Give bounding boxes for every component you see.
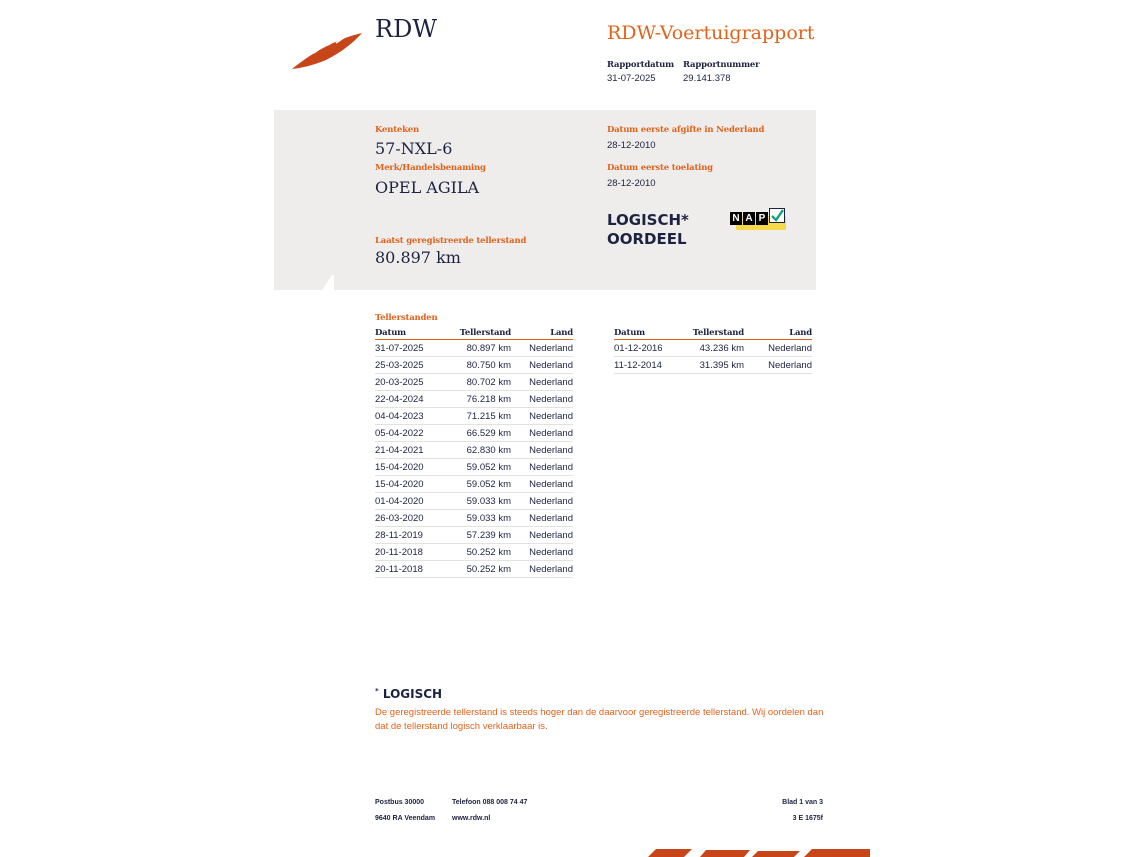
cell-odometer: 50.252 km <box>451 544 511 561</box>
footer-phone: Telefoon 088 008 74 47 <box>452 799 528 806</box>
footnote-marker: * <box>375 687 379 695</box>
band-notch <box>274 275 334 290</box>
cell-odometer: 80.897 km <box>451 340 511 357</box>
rdw-logo <box>290 30 365 72</box>
table-row <box>375 510 573 527</box>
footer-stripes <box>640 847 870 857</box>
plate-value: 57-NXL-6 <box>375 139 453 158</box>
footer-code: 3 E 1675f <box>792 815 823 822</box>
cell-odometer: 76.218 km <box>451 391 511 408</box>
cell-odometer: 59.033 km <box>451 493 511 510</box>
table-header <box>614 327 812 340</box>
nap-letter-p: P <box>756 212 768 225</box>
cell-date: 11-12-2014 <box>614 357 690 374</box>
cell-date: 20-11-2018 <box>375 544 451 561</box>
footer-postbus: Postbus 30000 <box>375 799 425 806</box>
vehicle-summary-band <box>274 110 816 290</box>
report-date: 31-07-2025 <box>607 73 656 84</box>
table-row <box>614 340 812 357</box>
verdict-line2: OORDEEL <box>607 230 687 248</box>
cell-country: Nederland <box>511 493 573 510</box>
cell-date: 22-04-2024 <box>375 391 451 408</box>
cell-odometer: 66.529 km <box>451 425 511 442</box>
cell-country: Nederland <box>511 425 573 442</box>
col-country: Land <box>511 327 573 340</box>
cell-date: 05-04-2022 <box>375 425 451 442</box>
cell-country: Nederland <box>511 459 573 476</box>
cell-date: 04-04-2023 <box>375 408 451 425</box>
footer-city: 9640 RA Veendam <box>375 815 436 822</box>
cell-country: Nederland <box>511 357 573 374</box>
table-row <box>375 391 573 408</box>
footer-page: Blad 1 van 3 <box>782 799 823 806</box>
last-odometer-label: Laatst geregistreerde tellerstand <box>375 236 527 246</box>
rdw-feather-icon <box>290 30 365 72</box>
cell-country: Nederland <box>511 476 573 493</box>
cell-country: Nederland <box>744 357 812 374</box>
table-row <box>375 459 573 476</box>
footer-website[interactable]: www.rdw.nl <box>452 815 491 822</box>
col-odometer: Tellerstand <box>451 327 511 340</box>
cell-odometer: 59.033 km <box>451 510 511 527</box>
cell-country: Nederland <box>511 340 573 357</box>
cell-odometer: 43.236 km <box>690 340 744 357</box>
brand-name: RDW <box>375 15 437 43</box>
cell-country: Nederland <box>511 374 573 391</box>
cell-country: Nederland <box>511 391 573 408</box>
report-date-label: Rapportdatum <box>607 60 674 70</box>
table-header <box>375 327 573 340</box>
cell-date: 01-12-2016 <box>614 340 690 357</box>
table-row <box>375 527 573 544</box>
table-row <box>375 357 573 374</box>
table-row <box>375 374 573 391</box>
first-nl-value: 28-12-2010 <box>607 140 656 151</box>
cell-odometer: 57.239 km <box>451 527 511 544</box>
table-row <box>375 425 573 442</box>
nap-letter-n: N <box>730 212 742 225</box>
table-row <box>375 476 573 493</box>
cell-odometer: 59.052 km <box>451 476 511 493</box>
table-row <box>375 561 573 578</box>
cell-country: Nederland <box>511 510 573 527</box>
cell-odometer: 31.395 km <box>690 357 744 374</box>
cell-date: 31-07-2025 <box>375 340 451 357</box>
cell-date: 15-04-2020 <box>375 459 451 476</box>
table-row <box>375 340 573 357</box>
make-label: Merk/Handelsbenaming <box>375 163 486 173</box>
table-row <box>375 493 573 510</box>
cell-date: 28-11-2019 <box>375 527 451 544</box>
table-row <box>375 442 573 459</box>
report-number: 29.141.378 <box>683 73 731 84</box>
cell-country: Nederland <box>744 340 812 357</box>
cell-country: Nederland <box>511 527 573 544</box>
footnote-heading <box>375 687 442 701</box>
verdict-line1: LOGISCH* <box>607 211 689 229</box>
footnote-text <box>375 706 823 734</box>
verdict <box>607 211 689 249</box>
cell-date: 25-03-2025 <box>375 357 451 374</box>
odometer-table-left <box>375 327 573 578</box>
footnote-line2: dat de tellerstand logisch verklaarbaar is. <box>375 721 548 732</box>
report-title: RDW-Voertuigrapport <box>607 22 815 44</box>
odometer-section-title: Tellerstanden <box>375 313 438 323</box>
table-row <box>375 408 573 425</box>
cell-date: 15-04-2020 <box>375 476 451 493</box>
cell-country: Nederland <box>511 561 573 578</box>
cell-date: 26-03-2020 <box>375 510 451 527</box>
plate-label: Kenteken <box>375 125 420 135</box>
cell-odometer: 50.252 km <box>451 561 511 578</box>
cell-odometer: 80.750 km <box>451 357 511 374</box>
nap-badge <box>730 208 785 226</box>
cell-odometer: 59.052 km <box>451 459 511 476</box>
cell-odometer: 71.215 km <box>451 408 511 425</box>
cell-odometer: 62.830 km <box>451 442 511 459</box>
first-admission-label: Datum eerste toelating <box>607 163 713 173</box>
table-row <box>375 544 573 561</box>
first-nl-label: Datum eerste afgifte in Nederland <box>607 125 765 135</box>
col-odometer: Tellerstand <box>690 327 744 340</box>
check-icon <box>769 208 785 223</box>
nap-letter-a: A <box>743 212 755 225</box>
cell-date: 20-11-2018 <box>375 561 451 578</box>
make-value: OPEL AGILA <box>375 178 480 197</box>
footnote-line1: De geregistreerde tellerstand is steeds hoger dan de daarvoor geregistreerde tellerstand. Wij oordelen dan <box>375 707 824 718</box>
odometer-table-right <box>614 327 812 374</box>
footnote-title: LOGISCH <box>382 687 443 701</box>
col-date: Datum <box>614 327 690 340</box>
col-date: Datum <box>375 327 451 340</box>
cell-country: Nederland <box>511 408 573 425</box>
report-number-label: Rapportnummer <box>683 60 760 70</box>
cell-country: Nederland <box>511 442 573 459</box>
cell-date: 21-04-2021 <box>375 442 451 459</box>
first-admission-value: 28-12-2010 <box>607 178 656 189</box>
cell-date: 20-03-2025 <box>375 374 451 391</box>
last-odometer-value: 80.897 km <box>375 248 461 267</box>
col-country: Land <box>744 327 812 340</box>
cell-date: 01-04-2020 <box>375 493 451 510</box>
cell-country: Nederland <box>511 544 573 561</box>
table-row <box>614 357 812 374</box>
cell-odometer: 80.702 km <box>451 374 511 391</box>
